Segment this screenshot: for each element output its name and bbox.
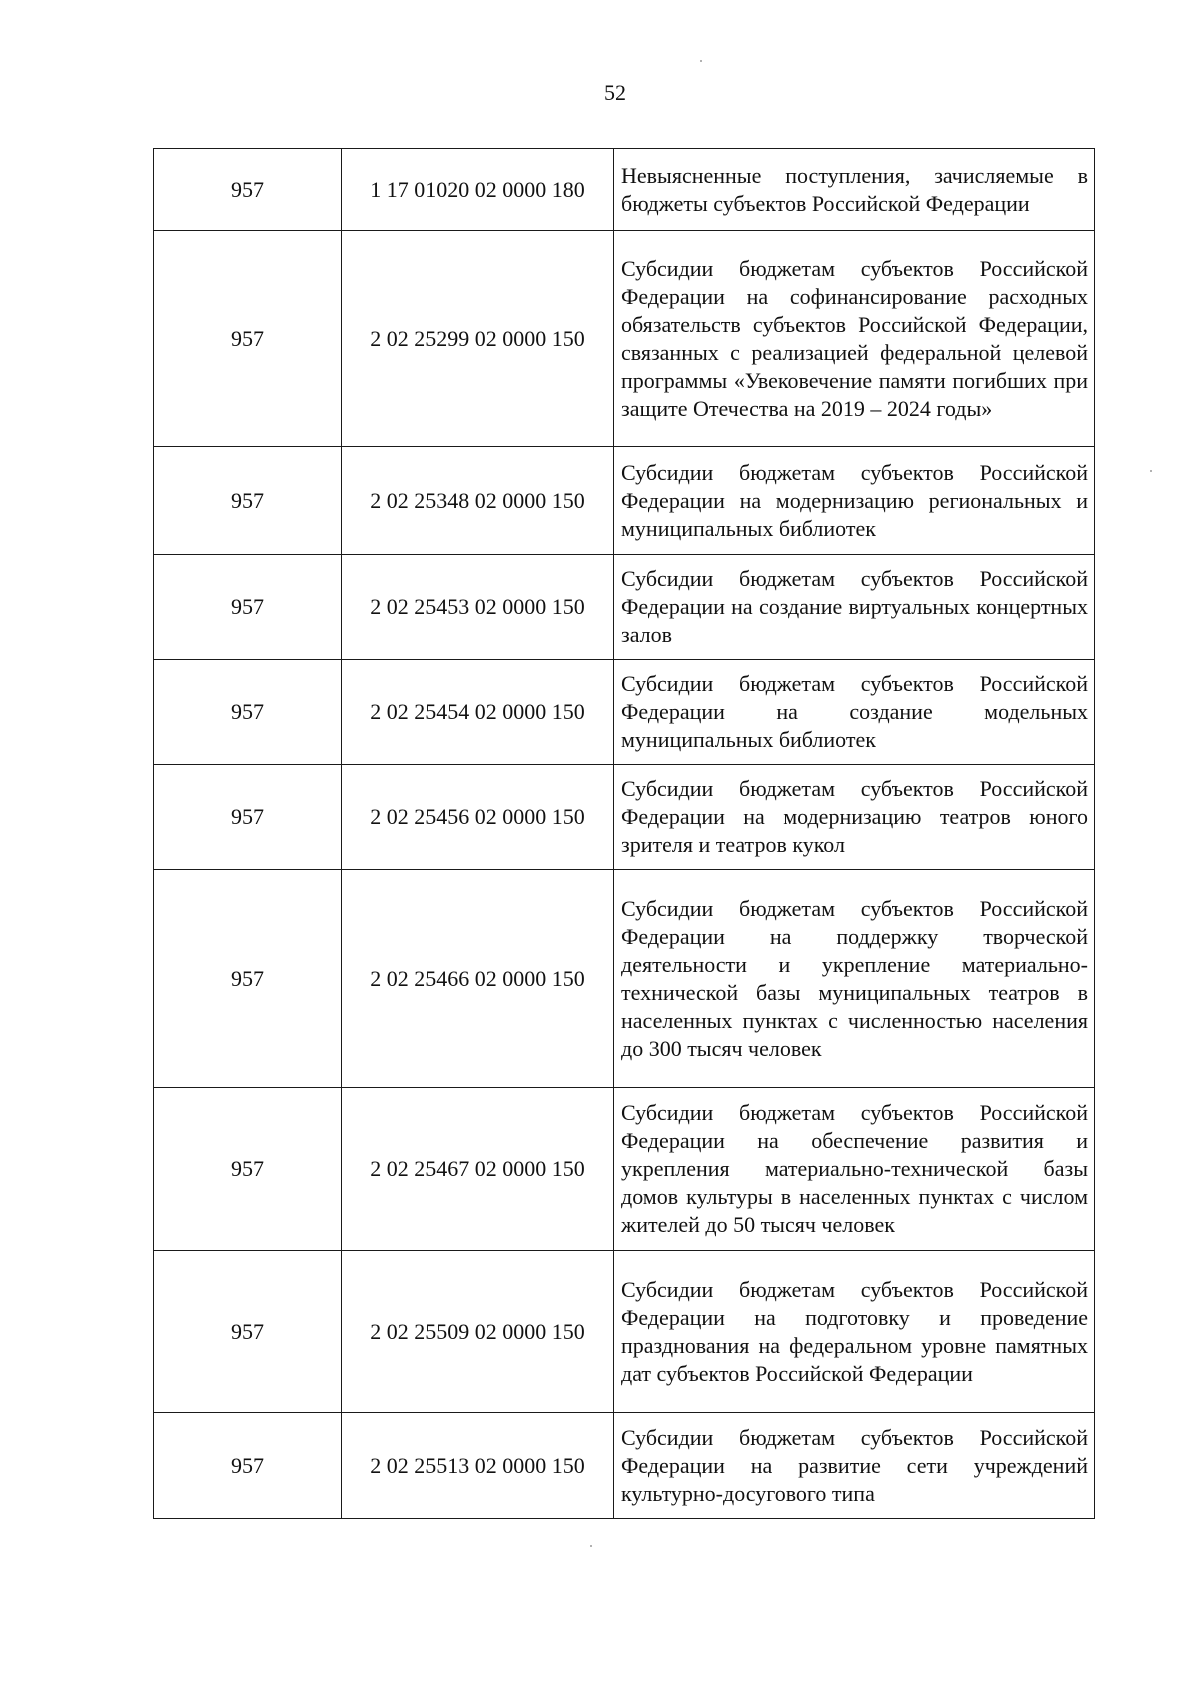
kbk-code-cell: 2 02 25453 02 0000 150 <box>342 555 614 660</box>
kbk-code-cell: 1 17 01020 02 0000 180 <box>342 149 614 231</box>
admin-code-cell: 957 <box>154 660 342 765</box>
description-cell: Субсидии бюджетам субъектов Российской Федерации на модернизацию региональных и муниципальных библиотек <box>614 447 1095 555</box>
kbk-code-cell: 2 02 25509 02 0000 150 <box>342 1251 614 1413</box>
admin-code-cell: 957 <box>154 447 342 555</box>
kbk-code-cell: 2 02 25466 02 0000 150 <box>342 870 614 1088</box>
description-cell: Субсидии бюджетам субъектов Российской Федерации на развитие сети учреждений культурно-досугового типа <box>614 1413 1095 1519</box>
table-row <box>154 765 1095 870</box>
table-row <box>154 1088 1095 1251</box>
budget-revenue-table <box>153 148 1095 1519</box>
kbk-code-cell: 2 02 25456 02 0000 150 <box>342 765 614 870</box>
kbk-code-cell: 2 02 25348 02 0000 150 <box>342 447 614 555</box>
admin-code-cell: 957 <box>154 1413 342 1519</box>
table-row <box>154 149 1095 231</box>
table-row <box>154 870 1095 1088</box>
kbk-code-cell: 2 02 25299 02 0000 150 <box>342 231 614 447</box>
description-cell: Невыясненные поступления, зачисляемые в бюджеты субъектов Российской Федерации <box>614 149 1095 231</box>
table-body <box>154 149 1095 1519</box>
admin-code-cell: 957 <box>154 1088 342 1251</box>
scan-speck <box>700 60 702 62</box>
kbk-code-cell: 2 02 25513 02 0000 150 <box>342 1413 614 1519</box>
admin-code-cell: 957 <box>154 231 342 447</box>
table-row <box>154 660 1095 765</box>
table-row <box>154 1251 1095 1413</box>
description-cell: Субсидии бюджетам субъектов Российской Федерации на софинансирование расходных обязательств субъектов Российской Федерации, связанных с реализацией федеральной целевой программы «Увековечение памяти погибших при защите Отечества на 2019 – 2024 годы» <box>614 231 1095 447</box>
description-cell: Субсидии бюджетам субъектов Российской Федерации на обеспечение развития и укрепления материально-технической базы домов культуры в населенных пунктах с числом жителей до 50 тысяч человек <box>614 1088 1095 1251</box>
scan-speck <box>590 1545 592 1547</box>
description-cell: Субсидии бюджетам субъектов Российской Федерации на создание модельных муниципальных библиотек <box>614 660 1095 765</box>
table-row <box>154 555 1095 660</box>
table-row <box>154 1413 1095 1519</box>
description-cell: Субсидии бюджетам субъектов Российской Федерации на поддержку творческой деятельности и укрепление материально-технической базы муниципальных театров в населенных пунктах с численностью населения до 300 тысяч человек <box>614 870 1095 1088</box>
admin-code-cell: 957 <box>154 870 342 1088</box>
admin-code-cell: 957 <box>154 1251 342 1413</box>
admin-code-cell: 957 <box>154 149 342 231</box>
admin-code-cell: 957 <box>154 555 342 660</box>
page-number: 52 <box>604 80 626 105</box>
table-row <box>154 447 1095 555</box>
kbk-code-cell: 2 02 25454 02 0000 150 <box>342 660 614 765</box>
kbk-code-cell: 2 02 25467 02 0000 150 <box>342 1088 614 1251</box>
description-cell: Субсидии бюджетам субъектов Российской Федерации на подготовку и проведение празднования на федеральном уровне памятных дат субъектов Российской Федерации <box>614 1251 1095 1413</box>
scan-speck <box>1150 470 1152 472</box>
description-cell: Субсидии бюджетам субъектов Российской Федерации на создание виртуальных концертных залов <box>614 555 1095 660</box>
description-cell: Субсидии бюджетам субъектов Российской Федерации на модернизацию театров юного зрителя и театров кукол <box>614 765 1095 870</box>
admin-code-cell: 957 <box>154 765 342 870</box>
table-row <box>154 231 1095 447</box>
